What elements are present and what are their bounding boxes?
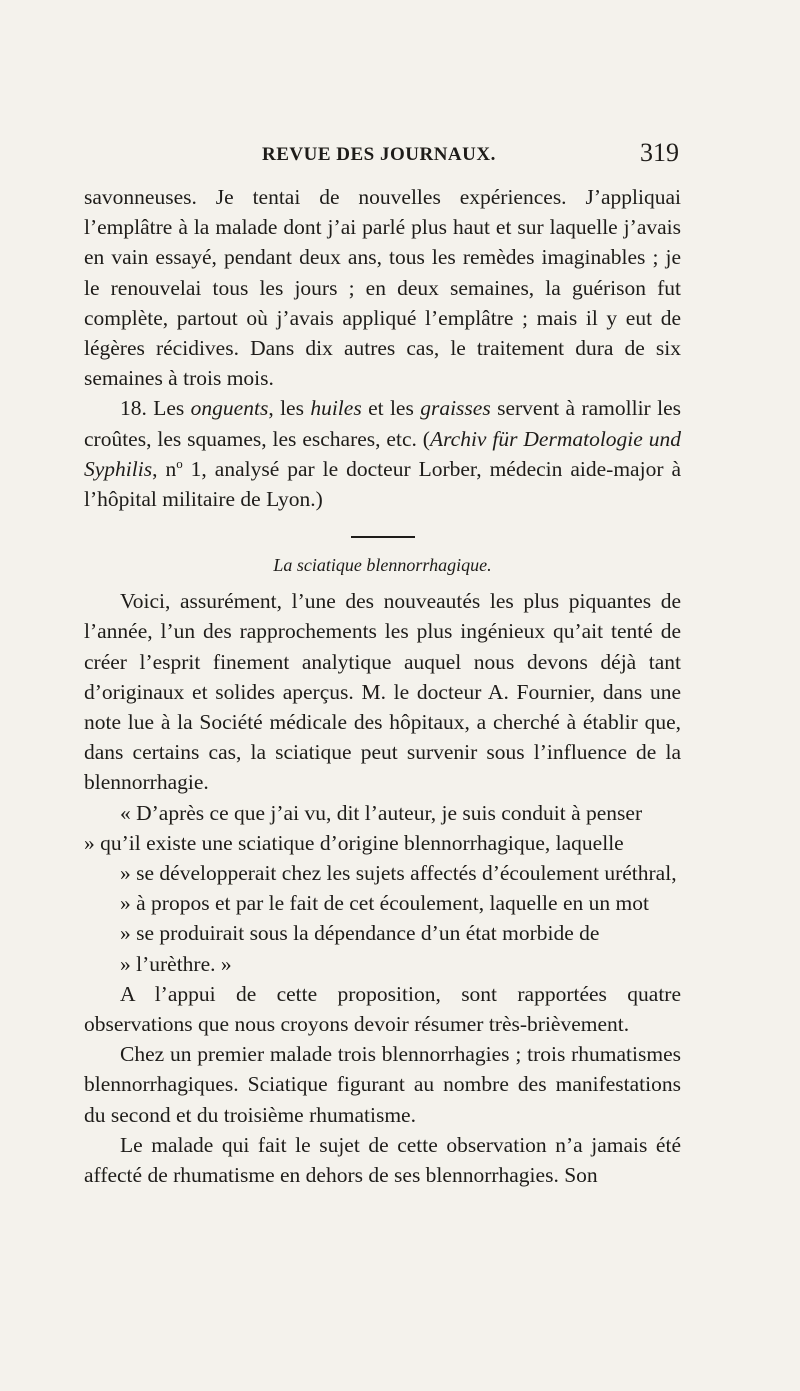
para-num: 18. Les bbox=[120, 396, 191, 421]
page-number: 319 bbox=[640, 138, 679, 167]
quote-line: » qu’il existe une sciatique d’origine blennorrhagique, laquelle bbox=[84, 830, 624, 855]
paragraph-patient-history: Le malade qui fait le sujet de cette observation n’a jamais été affecté de rhumatisme en dehors de ses blennorrhagies. Son bbox=[84, 1132, 681, 1188]
para-text: et les bbox=[361, 396, 421, 421]
quote-line: « D’après ce que j’ai vu, dit l’auteur, je suis conduit à penser bbox=[120, 800, 643, 825]
paragraph-observations: A l’appui de cette proposition, sont rapportées quatre observations que nous croyons devoir résumer très-brièvement. bbox=[84, 981, 681, 1037]
quote-line: » se développerait chez les sujets affectés d’écoulement uréthral, bbox=[120, 861, 677, 886]
italic-graisses: graisses bbox=[420, 396, 491, 421]
para-text: servent à ramollir les croûtes, les squames, les eschares, etc. ( bbox=[84, 396, 681, 451]
quote-line: » se produirait sous la dépendance d’un état morbide de bbox=[120, 921, 600, 946]
section-separator bbox=[351, 536, 415, 538]
quotation bbox=[84, 798, 681, 979]
book-page bbox=[84, 138, 681, 1190]
running-title: REVUE DES JOURNAUX. bbox=[262, 144, 496, 165]
paragraph-intro: Voici, assurément, l’une des nouveautés les plus piquantes de l’année, l’un des rapprochements les plus ingénieux qu’ait tenté de créer l’esprit finement analytique auquel nous devons déjà tant d’originaux et solides aperçus. M. le docteur A. Fournier, dans une note lue à la Société médicale des hôpitaux, a cherché à établir que, dans certains cas, la sciatique peut survenir sous l’influence de la blennorrhagie. bbox=[84, 589, 681, 795]
superscript-o: o bbox=[176, 455, 183, 471]
paragraph-first-patient: Chez un premier malade trois blennorrhagies ; trois rhumatismes blennorrhagiques. Sciatique figurant au nombre des manifestations du second et du troisième rhumatisme. bbox=[84, 1042, 681, 1127]
paragraph-continuation: savonneuses. Je tentai de nouvelles expériences. J’appliquai l’emplâtre à la malade dont j’ai parlé plus haut et sur laquelle j’avais en vain essayé, pendant deux ans, tous les remèdes imaginables ; je le renouvelai tous les jours ; en deux semaines, la guérison fut complète, partout où j’avais appliqué l’emplâtre ; mais il y eut de légères récidives. Dans dix autres cas, le traitement dura de six semaines à trois mois. bbox=[84, 185, 681, 391]
running-head bbox=[84, 138, 681, 182]
italic-onguents: onguents bbox=[190, 396, 269, 421]
paragraph-18 bbox=[84, 393, 681, 514]
journal-title: Archiv für Dermatologie und Syphilis bbox=[84, 426, 681, 481]
body-text bbox=[84, 182, 681, 1190]
para-text: , n bbox=[152, 456, 177, 481]
quote-line: » à propos et par le fait de cet écoulement, laquelle en un mot bbox=[120, 891, 649, 916]
section-title: La sciatique blennorrhagique. bbox=[273, 555, 492, 576]
italic-huiles: huiles bbox=[310, 396, 362, 421]
para-text: 1, analysé par le docteur Lorber, médecin aide-major à l’hôpital militaire de Lyon.) bbox=[84, 456, 682, 512]
quote-line: » l’urèthre. » bbox=[120, 951, 232, 976]
para-text: , les bbox=[268, 396, 311, 421]
